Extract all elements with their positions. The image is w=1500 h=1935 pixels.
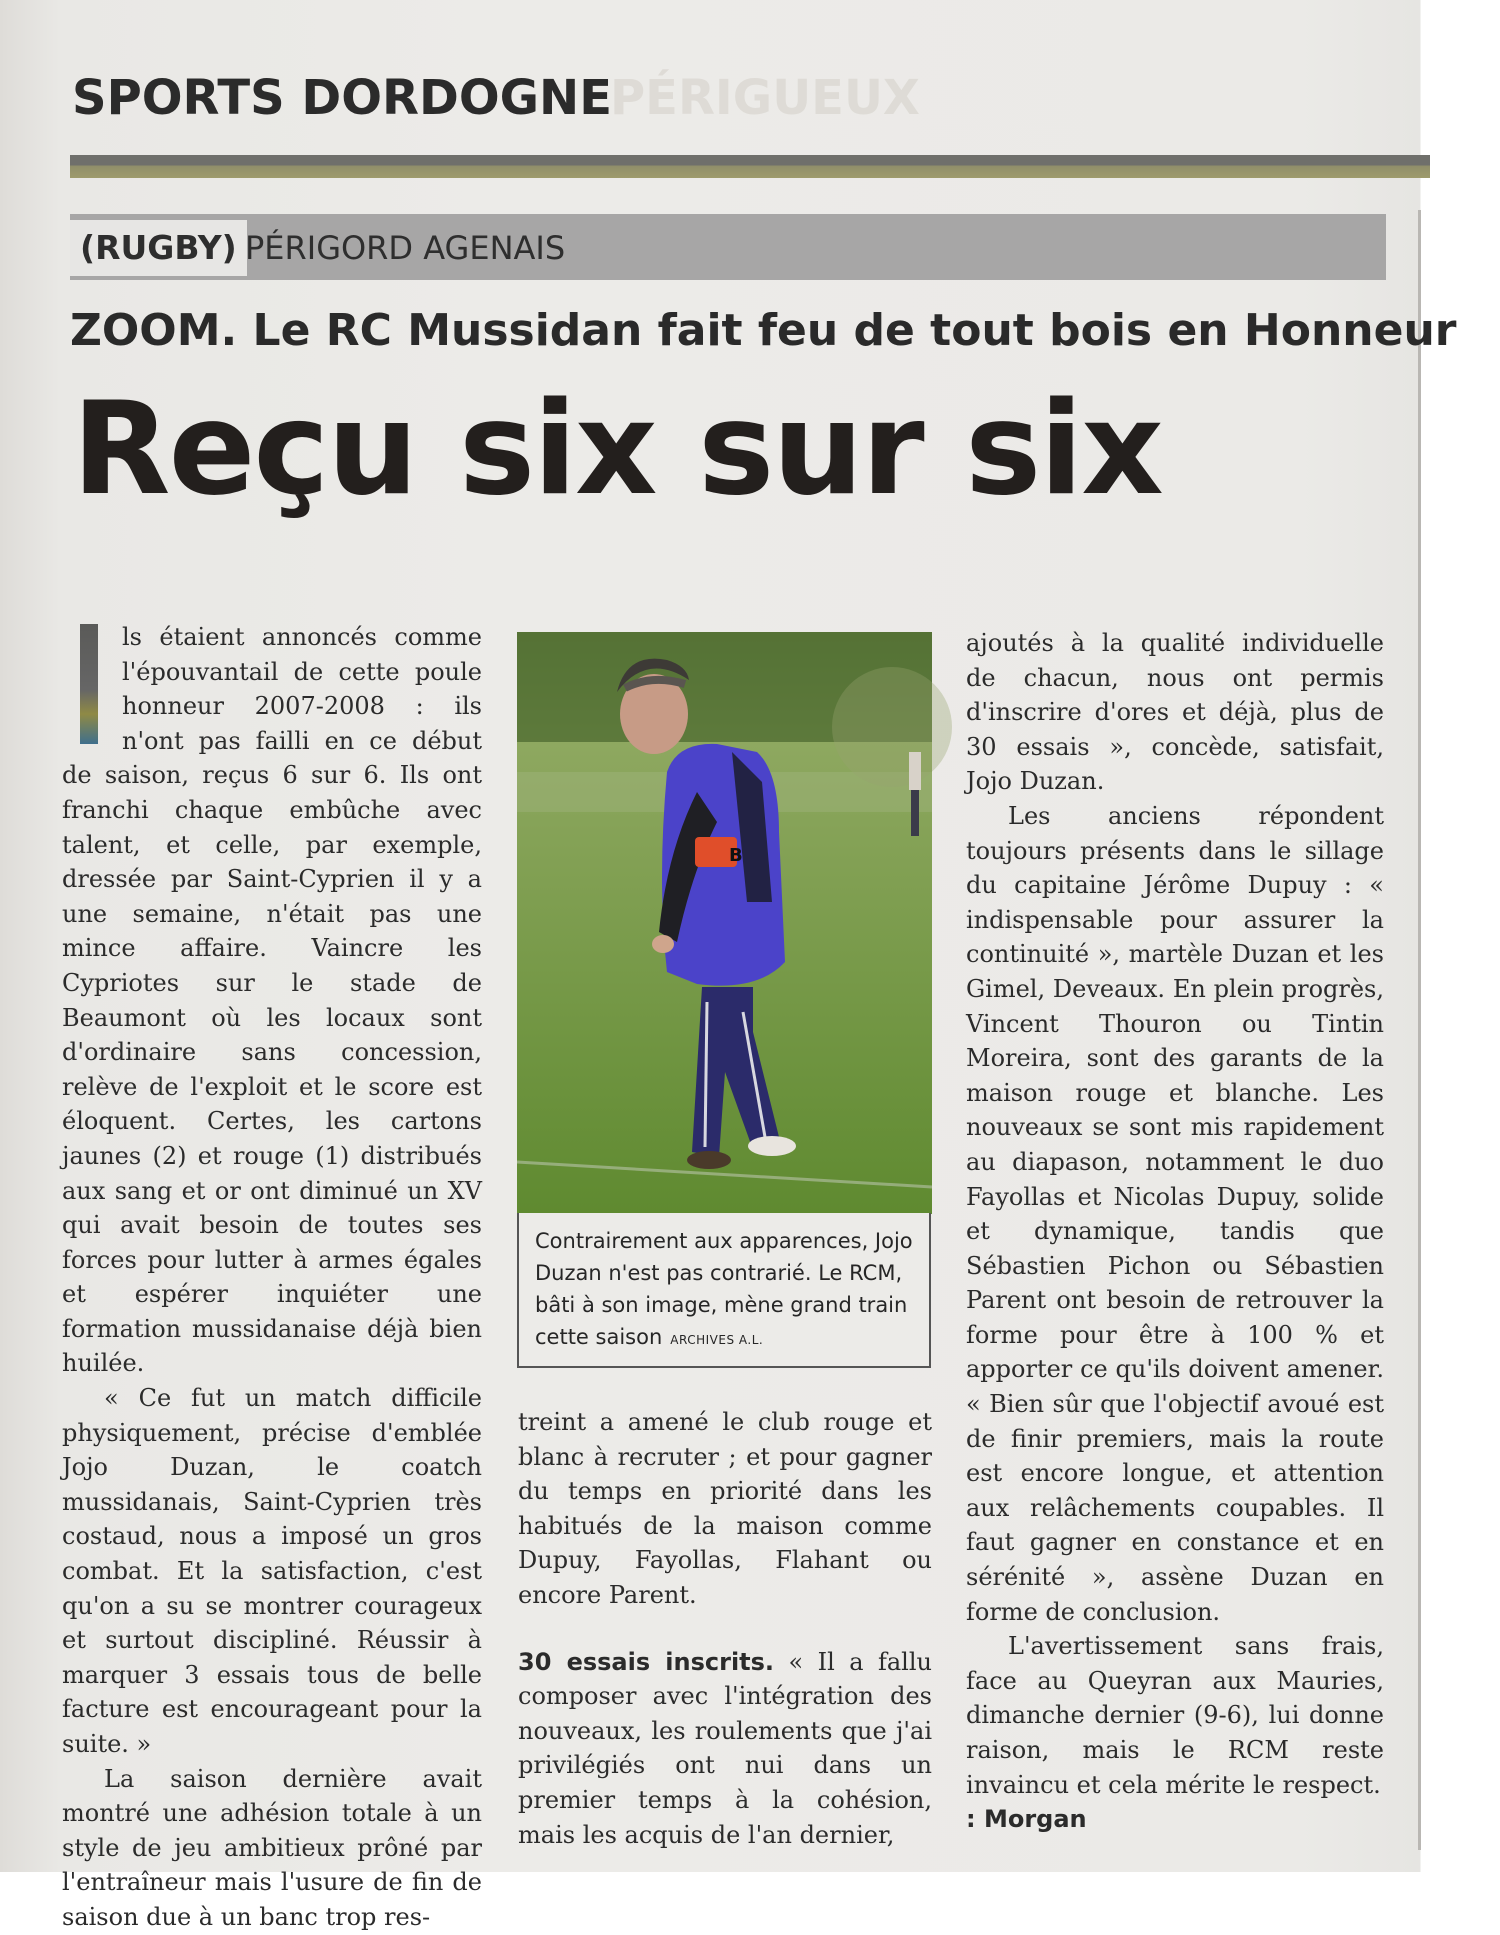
kicker-lead: ZOOM. — [70, 305, 238, 356]
article-column-1 — [62, 620, 482, 1935]
article-column-2 — [518, 1405, 932, 1852]
kicker-text: Le RC Mussidan fait feu de tout bois en Honneur — [252, 305, 1457, 356]
intertitle: 30 essais inscrits. — [518, 1647, 775, 1676]
faded-section-title: PÉRIGUEUX — [610, 70, 920, 126]
paragraph-7: Les anciens répondent toujours présents dans le sillage du capitaine Jérôme Dupuy : « indispensable pour assurer la continuité », martèle Duzan et les Gimel, Deveaux. En plein progrès, Vincent Thouron ou Tintin Moreira, sont des garants de la maison rouge et blanche. Les nouveaux se sont mis rapidement au diapason, notamment le duo Fayollas et Nicolas Dupuy, solide et dynamique, tandis que Sébastien Pichon ou Sébastien Parent ont besoin de retrouver la forme pour être à 100 % et apporter ce qu'ils doivent amener. « Bien sûr que l'objectif avoué est de finir premiers, mais la route est encore longue, et attention aux relâchements coupables. Il faut gagner en constance et en sérénité », assène Duzan en forme de conclusion. — [966, 801, 1384, 1626]
armband-letter: B — [729, 845, 743, 866]
paragraph-6: ajoutés à la qualité individuelle de chacun, nous ont permis d'inscrire d'ores et déjà, plus de 30 essais », concède, satisfait, Jojo Duzan. — [966, 629, 1384, 796]
paragraph-5: 30 essais inscrits. « Il a fallu composer avec l'intégration des nouveaux, les roulements que j'ai privilégiés ont nui dans un premier temps à la cohésion, mais les acquis de l'an dernier, — [518, 1647, 932, 1849]
column-rule — [1418, 210, 1421, 1850]
article-photo — [517, 632, 932, 1214]
section-rule — [70, 155, 1430, 178]
article-column-3 — [966, 626, 1384, 1837]
kicker — [70, 305, 1457, 356]
paragraph-8: L'avertissement sans frais, face au Queyran aux Mauries, dimanche dernier (9-6), lui donne raison, mais le RCM reste invaincu et cela mérite le respect. — [966, 1632, 1384, 1799]
photo-credit: ARCHIVES A.L. — [670, 1333, 764, 1347]
dropcap-letter — [80, 624, 98, 744]
photo-caption — [517, 1213, 931, 1368]
coach-photo-illustration — [517, 632, 932, 1214]
paragraph-3: La saison dernière avait montré une adhésion totale à un style de jeu ambitieux prôné par l'entraîneur mais l'usure de fin de saison due à un banc trop res- — [62, 1764, 482, 1931]
paragraph-1: ls étaient annoncés comme l'épouvantail de cette poule honneur 2007-2008 : ils n'ont pas failli en ce début de saison, reçus 6 sur 6. Ils ont franchi chaque embûche avec talent, et celle, par exemple, dressée par Saint-Cyprien il y a une semaine, n'était pas une mince affaire. Vaincre les Cypriotes sur le stade de Beaumont où les locaux sont d'ordinaire sans concession, relève de l'exploit et le score est éloquent. Certes, les cartons jaunes (2) et rouge (1) distribués aux sang et or ont diminué un XV qui avait besoin de toutes ses forces pour lutter à armes égales et espérer inquiéter une formation mussidanaise déjà bien huilée. — [62, 623, 482, 1378]
paragraph-4: treint a amené le club rouge et blanc à recruter ; et pour gagner du temps en priorité dans les habitués de la maison comme Dupuy, Fayollas, Flahant ou encore Parent. — [518, 1408, 932, 1609]
region-tag: PÉRIGORD AGENAIS — [245, 229, 566, 267]
headline: Reçu six sur six — [72, 375, 1162, 524]
caption-text: Contrairement aux apparences, Jojo Duzan n'est pas contrarié. Le RCM, bâti à son image, mène grand train cette saison — [535, 1229, 913, 1349]
author-signature: : Morgan — [966, 1805, 1087, 1834]
section-title: SPORTS DORDOGNE — [72, 70, 612, 126]
paragraph-2: « Ce fut un match difficile physiquement, précise d'emblée Jojo Duzan, le coatch mussidanais, Saint-Cyprien très costaud, nous a imposé un gros combat. Et la satisfaction, c'est qu'on a su se montrer courageux et surtout discipliné. Réussir à marquer 3 essais tous de belle facture est encourageant pour la suite. » — [62, 1384, 482, 1758]
sport-tag: (RUGBY) — [70, 220, 247, 276]
